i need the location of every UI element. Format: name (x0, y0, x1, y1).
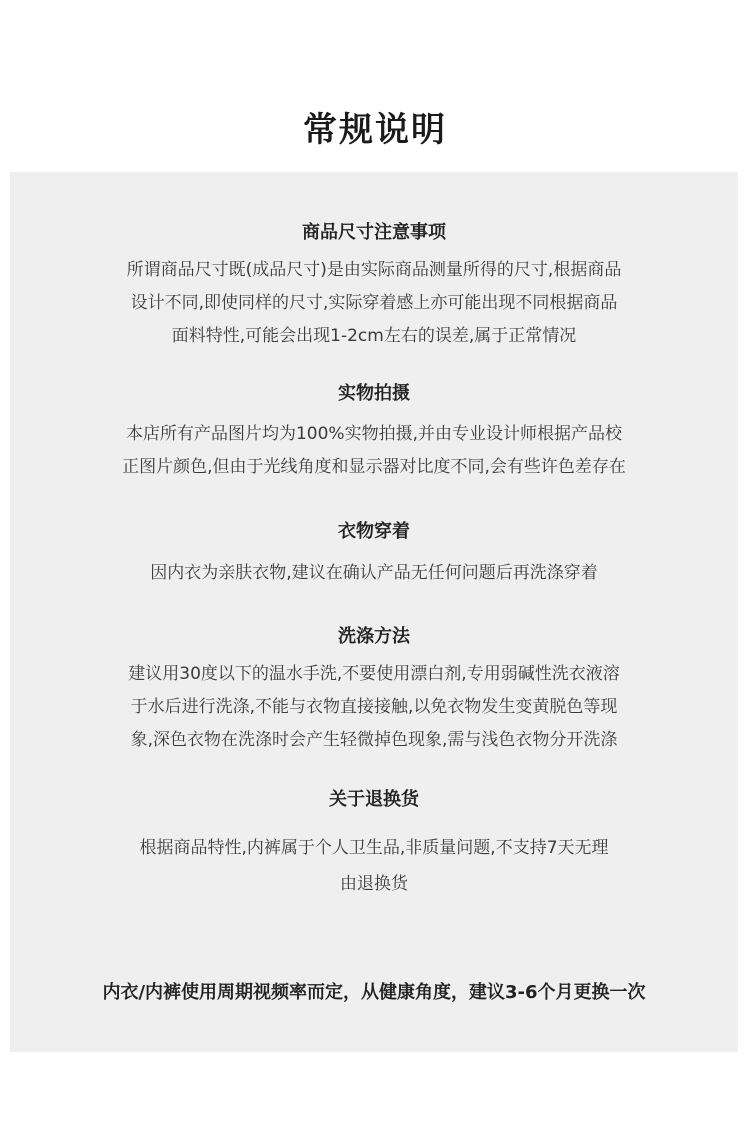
section-body-washing (50, 658, 698, 757)
section-line: 面料特性,可能会出现1-2cm左右的误差,属于正常情况 (171, 326, 577, 346)
page-title: 常规说明 (303, 110, 447, 150)
section-heading-returns: 关于退换货 (329, 789, 419, 810)
section-line: 建议用30度以下的温水手洗,不要使用漂白剂,专用弱碱性洗衣液溶 (128, 664, 620, 684)
section-line: 正图片颜色,但由于光线角度和显示器对比度不同,会有些许色差存在 (122, 457, 626, 477)
section-heading-photo: 实物拍摄 (338, 383, 410, 404)
usage-cycle-note: 内衣/内裤使用周期视频率而定，从健康角度，建议3-6个月更换一次 (102, 982, 646, 1003)
section-line: 象,深色衣物在洗涤时会产生轻微掉色现象,需与浅色衣物分开洗涤 (130, 730, 618, 750)
section-line: 于水后进行洗涤,不能与衣物直接接触,以免衣物发生变黄脱色等现 (130, 697, 618, 717)
section-body-size (50, 254, 698, 353)
section-line: 由退换货 (340, 874, 408, 894)
section-heading-size: 商品尺寸注意事项 (302, 222, 446, 243)
section-line: 因内衣为亲肤衣物,建议在确认产品无任何问题后再洗涤穿着 (150, 563, 598, 583)
section-body-photo (50, 418, 698, 484)
section-line: 所谓商品尺寸既(成品尺寸)是由实际商品测量所得的尺寸,根据商品 (126, 260, 622, 280)
section-body-wearing (50, 557, 698, 590)
section-line: 设计不同,即使同样的尺寸,实际穿着感上亦可能出现不同根据商品 (130, 293, 618, 313)
section-heading-washing: 洗涤方法 (338, 626, 410, 647)
section-body-returns (50, 830, 698, 902)
section-heading-wearing: 衣物穿着 (338, 521, 410, 542)
section-line: 根据商品特性,内裤属于个人卫生品,非质量问题,不支持7天无理 (139, 838, 609, 858)
notice-panel (10, 172, 738, 1052)
section-line: 本店所有产品图片均为100%实物拍摄,并由专业设计师根据产品校 (125, 424, 622, 444)
